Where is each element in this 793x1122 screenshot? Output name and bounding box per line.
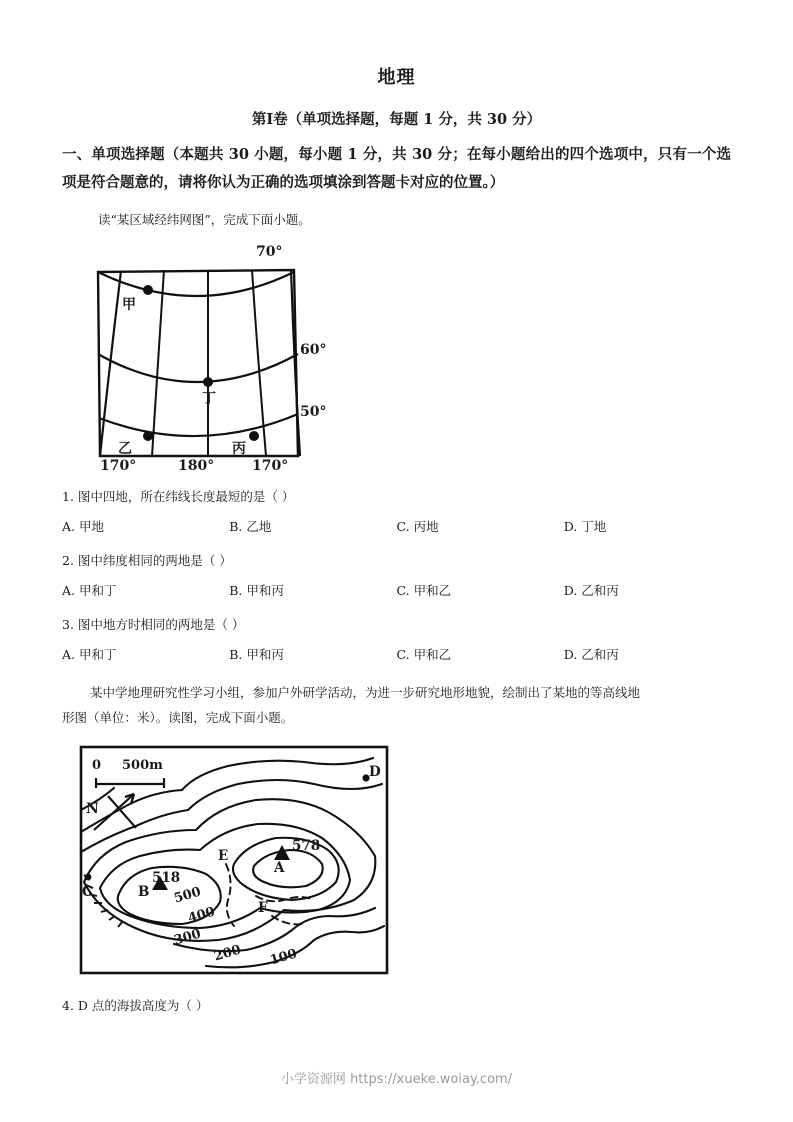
scale-bar-zero: 0 xyxy=(92,758,102,773)
question-2-option-a[interactable]: A. 甲和丁 xyxy=(62,583,117,598)
grid-point-label-bing: 丙 xyxy=(232,441,246,457)
question-3-option-c[interactable]: C. 甲和乙 xyxy=(396,647,452,662)
figure-latlong-grid xyxy=(86,242,336,474)
question-2-text: 图中纬度相同的两地是（ ） xyxy=(77,553,232,568)
contour-label-200: 200 xyxy=(212,942,243,965)
question-3-number: 3. xyxy=(62,617,74,632)
grid-point-dots xyxy=(143,285,259,441)
question-1-text: 图中四地，所在纬线长度最短的是（ ） xyxy=(77,489,295,504)
grid-point-label-jia: 甲 xyxy=(122,297,136,313)
section-heading: 一、单项选择题（本题共 30 小题，每小题 1 分，共 30 分；在每小题给出的四个选项中，只有一个选项是符合题意的，请将你认为正确的选项填涂到答题卡对应的位置。） xyxy=(62,146,731,191)
peak-b-elevation: 518 xyxy=(152,870,181,886)
question-3-text: 图中地方时相同的两地是（ ） xyxy=(77,617,245,632)
question-2-option-b[interactable]: B. 甲和丙 xyxy=(229,583,284,598)
footer-url: https://xueke.woiay.com/ xyxy=(350,1072,513,1087)
question-2-option-c[interactable]: C. 甲和乙 xyxy=(396,583,452,598)
contour-label-400: 400 xyxy=(186,904,217,927)
question-2-number: 2. xyxy=(62,553,74,568)
peak-a-label: A xyxy=(274,860,285,876)
grid-point-label-yi: 乙 xyxy=(118,441,132,457)
grid-longitude-label-170w: 170° xyxy=(100,458,137,474)
question-4 xyxy=(0,994,793,1018)
point-d-label: D xyxy=(369,764,381,780)
question-2-option-d[interactable]: D. 乙和丙 xyxy=(563,583,619,598)
grid-longitude-label-180: 180° xyxy=(178,458,215,474)
question-3-option-a[interactable]: A. 甲和丁 xyxy=(62,647,117,662)
paper-part-heading: 第Ⅰ卷（单项选择题，每题 1 分，共 30 分） xyxy=(251,111,542,128)
footer-site-name: 小学资源网 xyxy=(280,1072,346,1087)
question-1-option-c[interactable]: C. 丙地 xyxy=(396,519,439,534)
question-3-options xyxy=(0,644,793,666)
peak-a-elevation: 578 xyxy=(292,838,321,854)
point-f-label: F xyxy=(258,900,268,916)
question-3-option-b[interactable]: B. 甲和丙 xyxy=(229,647,284,662)
question-1-number: 1. xyxy=(62,489,74,504)
question-1-option-b[interactable]: B. 乙地 xyxy=(229,519,272,534)
grid-longitude-label-170e: 170° xyxy=(252,458,289,474)
question-2-options xyxy=(0,580,793,602)
question-4-number: 4. xyxy=(62,998,74,1013)
passage1-lead: 读“某区域经纬网图”，完成下面小题。 xyxy=(98,212,311,227)
grid-point-label-ding: 丁 xyxy=(202,391,216,407)
question-4-text: D 点的海拔高度为（ ） xyxy=(77,998,209,1013)
footer-watermark xyxy=(0,1068,793,1087)
contour-label-100: 100 xyxy=(268,946,299,969)
point-c-label: C xyxy=(82,884,93,900)
grid-latitude-label-60: 60° xyxy=(300,342,327,358)
question-1 xyxy=(0,485,793,509)
peak-b-label: B xyxy=(138,884,150,900)
question-3-option-d[interactable]: D. 乙和丙 xyxy=(563,647,619,662)
scale-bar-value: 500m xyxy=(122,758,163,773)
page-title: 地理 xyxy=(377,67,416,88)
contour-label-500: 500 xyxy=(172,884,203,907)
question-1-option-a[interactable]: A. 甲地 xyxy=(62,519,104,534)
grid-latitude-label-50: 50° xyxy=(300,404,327,420)
north-label: N xyxy=(86,801,99,817)
figure-contour-map xyxy=(78,744,390,976)
contour-label-300: 300 xyxy=(172,926,203,949)
question-1-option-d[interactable]: D. 丁地 xyxy=(563,519,607,534)
passage2-lead-line1: 某中学地理研究性学习小组，参加户外研学活动，为进一步研究地形地貌，绘制出了某地的等高线地 xyxy=(90,685,641,700)
point-e-label: E xyxy=(218,848,229,864)
question-3 xyxy=(0,613,793,637)
passage2-lead-line2: 形图（单位：米）。读图，完成下面小题。 xyxy=(62,710,294,725)
question-1-options xyxy=(0,516,793,538)
grid-latitude-label-70: 70° xyxy=(256,244,283,260)
question-2 xyxy=(0,549,793,573)
